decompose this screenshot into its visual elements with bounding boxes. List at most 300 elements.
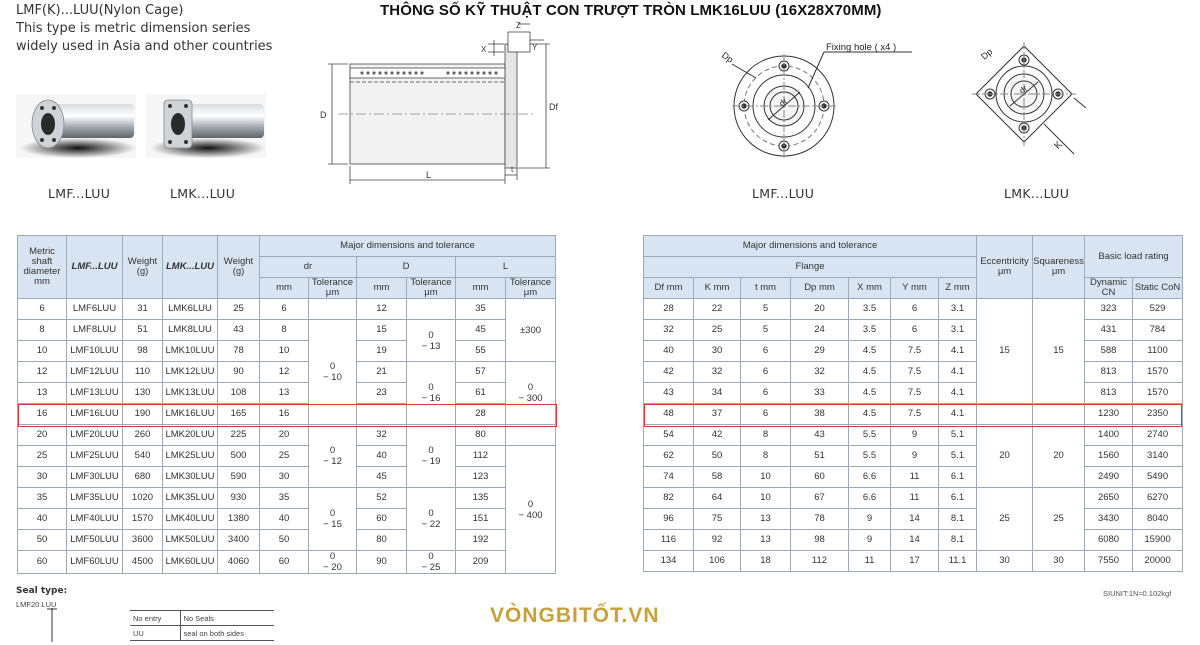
- cell-x: 5.5: [849, 446, 891, 467]
- cell-df: 43: [644, 383, 694, 404]
- table-row: [18, 467, 556, 488]
- tol-value: 0: [329, 445, 336, 456]
- header-L-tolerance: Tolerance μm: [506, 278, 556, 299]
- cell-squareness: 30: [1033, 551, 1085, 572]
- cell-y: 11: [891, 488, 939, 509]
- cell-y: 9: [891, 425, 939, 446]
- tol-value: − 300: [518, 393, 543, 404]
- cell-dp: 29: [791, 341, 849, 362]
- table-row-highlighted: [644, 404, 1183, 425]
- cell-lmf-model: LMF20LUU: [67, 425, 123, 446]
- seal-desc-cell: No Seals: [180, 611, 274, 626]
- cell-lmk-model: LMK16LUU: [163, 404, 218, 425]
- cell-k: 64: [694, 488, 741, 509]
- cell-diameter: 12: [18, 362, 67, 383]
- header-major-dimensions-right: Major dimensions and tolerance: [644, 236, 977, 257]
- cell-dynamic-load: 1400: [1085, 425, 1133, 446]
- cell-lmk-weight: 590: [218, 467, 260, 488]
- right-dimension-table: [643, 235, 1183, 572]
- table-row: [644, 446, 1183, 467]
- cell-squareness: 15: [1033, 299, 1085, 404]
- cell-static-load: 1100: [1133, 341, 1183, 362]
- cell-y: 14: [891, 509, 939, 530]
- cell-lmf-model: LMF50LUU: [67, 530, 123, 551]
- cell-dynamic-load: 431: [1085, 320, 1133, 341]
- cell-df: 74: [644, 467, 694, 488]
- cell-x: 3.5: [849, 299, 891, 320]
- cell-eccentricity: 30: [977, 551, 1033, 572]
- cell-lmf-model: LMF12LUU: [67, 362, 123, 383]
- cell-t: 8: [741, 446, 791, 467]
- intro-line-series: LMF(K)...LUU(Nylon Cage): [16, 3, 184, 18]
- flange-dr-label: dr: [776, 95, 790, 109]
- cell-static-load: 20000: [1133, 551, 1183, 572]
- header-df: Df mm: [644, 278, 694, 299]
- cell-L-tolerance-a: [506, 299, 556, 362]
- tol-value: − 10: [323, 372, 342, 383]
- cell-df: 32: [644, 320, 694, 341]
- cell-diameter: 10: [18, 341, 67, 362]
- cell-dp: 78: [791, 509, 849, 530]
- cell-y: 7.5: [891, 383, 939, 404]
- cell-static-load: 1570: [1133, 383, 1183, 404]
- cell-df: 54: [644, 425, 694, 446]
- tol-value: − 20: [323, 562, 342, 573]
- square-flange-drawing: [962, 38, 1092, 172]
- header-major-dimensions: Major dimensions and tolerance: [260, 236, 556, 257]
- intro-line-usage: widely used in Asia and other countries: [16, 39, 273, 54]
- cell-k: 106: [694, 551, 741, 572]
- cell-L: 151: [456, 509, 506, 530]
- table-row: [644, 509, 1183, 530]
- cell-k: 32: [694, 362, 741, 383]
- cell-static-load: 1570: [1133, 362, 1183, 383]
- cell-dynamic-load: 2650: [1085, 488, 1133, 509]
- cell-dp: 98: [791, 530, 849, 551]
- tol-value: 0: [428, 329, 434, 341]
- cell-static-load: 6270: [1133, 488, 1183, 509]
- cell-D: 21: [357, 362, 407, 383]
- cell-z: 4.1: [939, 383, 977, 404]
- header-D-tolerance: Tolerance μm: [407, 278, 456, 299]
- table-row: [18, 362, 556, 383]
- cell-x: 6.6: [849, 467, 891, 488]
- cell-k: 75: [694, 509, 741, 530]
- tol-value: 0: [428, 445, 434, 456]
- cell-diameter: 30: [18, 467, 67, 488]
- cell-lmf-weight: 51: [123, 320, 163, 341]
- cell-lmk-model: LMK13LUU: [163, 383, 218, 404]
- cell-t: 5: [741, 320, 791, 341]
- cell-lmf-weight: 680: [123, 467, 163, 488]
- cell-D: 12: [357, 299, 407, 320]
- header-dr-mm: mm: [260, 278, 309, 299]
- cell-z: 6.1: [939, 488, 977, 509]
- cell-L: 57: [456, 362, 506, 383]
- header-static: Static CoN: [1133, 278, 1183, 299]
- cell-lmf-weight: 540: [123, 446, 163, 467]
- cell-lmk-weight: 225: [218, 425, 260, 446]
- cell-diameter: 35: [18, 488, 67, 509]
- cell-y: 7.5: [891, 362, 939, 383]
- header-k: K mm: [694, 278, 741, 299]
- cell-L: 192: [456, 530, 506, 551]
- cell-eccentricity: 20: [977, 425, 1033, 488]
- cell-lmf-model: LMF8LUU: [67, 320, 123, 341]
- cell-lmf-model: LMF25LUU: [67, 446, 123, 467]
- table-row: [18, 488, 556, 509]
- lmf-bushing-image: [16, 94, 136, 158]
- cell-dr: 16: [260, 404, 309, 425]
- cell-dp: 112: [791, 551, 849, 572]
- cell-x: 5.5: [849, 425, 891, 446]
- cell-lmf-model: LMF35LUU: [67, 488, 123, 509]
- table-row: [644, 488, 1183, 509]
- cell-lmf-weight: 31: [123, 299, 163, 320]
- cell-diameter: 25: [18, 446, 67, 467]
- cell-D-tolerance-blank: [407, 299, 456, 320]
- table-row: [644, 551, 1183, 572]
- cell-df: 62: [644, 446, 694, 467]
- cell-dynamic-load: 1230: [1085, 404, 1133, 425]
- cell-lmk-model: LMK6LUU: [163, 299, 218, 320]
- cell-dynamic-load: 813: [1085, 383, 1133, 404]
- cell-lmf-weight: 130: [123, 383, 163, 404]
- cell-D-tolerance-d: [407, 488, 456, 551]
- cell-df: 96: [644, 509, 694, 530]
- cell-lmk-model: LMK8LUU: [163, 320, 218, 341]
- photo-lmf-label: LMF...LUU: [48, 186, 111, 201]
- intro-text: [16, 2, 272, 56]
- cell-lmk-weight: 78: [218, 341, 260, 362]
- cell-lmf-weight: 4500: [123, 551, 163, 574]
- page-title: THÔNG SỐ KỸ THUẬT CON TRƯỢT TRÒN LMK16LUU (16X28X70MM): [380, 2, 882, 19]
- side-section-drawing: [318, 18, 563, 190]
- cell-dynamic-load: 323: [1085, 299, 1133, 320]
- right-table-body: [644, 299, 1183, 572]
- tol-value: 0: [329, 551, 336, 562]
- cell-dynamic-load: 588: [1085, 341, 1133, 362]
- seal-row: [130, 626, 274, 641]
- cell-t: 10: [741, 467, 791, 488]
- cell-lmf-weight: 1570: [123, 509, 163, 530]
- drawing-lmf-label: LMF...LUU: [752, 186, 815, 201]
- lmk-bushing-image: [146, 94, 266, 158]
- cell-dr: 50: [260, 530, 309, 551]
- table-row: [644, 383, 1183, 404]
- cell-diameter: 8: [18, 320, 67, 341]
- header-dynamic: Dynamic CN: [1085, 278, 1133, 299]
- cell-y: 9: [891, 446, 939, 467]
- header-eccentricity: Eccentricity μm: [977, 236, 1033, 299]
- cell-t: 13: [741, 509, 791, 530]
- cell-df: 40: [644, 341, 694, 362]
- cell-dr-tolerance-blank: [309, 299, 357, 320]
- tol-value: − 13: [421, 340, 441, 352]
- cell-t: 6: [741, 362, 791, 383]
- tol-value: − 12: [323, 456, 342, 467]
- round-flange-drawing: [712, 34, 922, 174]
- header-metric-diameter: Metric shaft diameter mm: [18, 236, 67, 299]
- cell-x: 4.5: [849, 404, 891, 425]
- cell-D-tolerance-a: [407, 320, 456, 362]
- header-lmf-model: LMF...LUU: [67, 236, 123, 299]
- cell-D: 52: [357, 488, 407, 509]
- cell-dp: 33: [791, 383, 849, 404]
- cell-dr: 40: [260, 509, 309, 530]
- cell-L-tolerance-blank: [506, 425, 556, 446]
- cell-eccentricity: [977, 404, 1033, 425]
- header-D: D: [357, 257, 456, 278]
- photo-lmk: [146, 94, 266, 158]
- seal-pointer-line: [46, 608, 60, 644]
- cell-k: 25: [694, 320, 741, 341]
- cell-D: 80: [357, 530, 407, 551]
- seal-code-cell: UU: [130, 626, 180, 641]
- cell-lmk-model: LMK50LUU: [163, 530, 218, 551]
- seal-desc-cell: seal on both sides: [180, 626, 274, 641]
- cell-L: 45: [456, 320, 506, 341]
- cell-eccentricity: 15: [977, 299, 1033, 404]
- cell-D: 28: [456, 404, 506, 425]
- cell-L-tolerance-b: [506, 362, 556, 425]
- tol-value: 0: [428, 382, 434, 393]
- cell-z: 8.1: [939, 509, 977, 530]
- dim-t-label: t: [511, 165, 514, 174]
- cell-dynamic-load: 813: [1085, 362, 1133, 383]
- cell-D-tolerance-c: [407, 425, 456, 488]
- cell-L: 112: [456, 446, 506, 467]
- cell-x: 4.5: [849, 362, 891, 383]
- cell-k: 92: [694, 530, 741, 551]
- header-lmk-weight: Weight (g): [218, 236, 260, 299]
- tol-value: − 15: [323, 519, 342, 530]
- header-basic-load: Basic load rating: [1085, 236, 1183, 278]
- cell-dr-tolerance-d: [309, 551, 357, 574]
- cell-lmk-model: LMK20LUU: [163, 425, 218, 446]
- cell-z: 3.1: [939, 320, 977, 341]
- cell-dr-tolerance-a: [309, 320, 357, 425]
- cell-x: 9: [849, 509, 891, 530]
- left-dimension-table: [17, 235, 556, 574]
- cell-diameter: 16: [18, 404, 67, 425]
- cell-t: 10: [741, 488, 791, 509]
- cell-dynamic-load: 7550: [1085, 551, 1133, 572]
- header-dp: Dp mm: [791, 278, 849, 299]
- cell-z: 6.1: [939, 467, 977, 488]
- cell-y: 7.5: [891, 341, 939, 362]
- tol-value: − 22: [421, 519, 441, 530]
- cell-df: 48: [644, 404, 694, 425]
- cell-y: 17: [891, 551, 939, 572]
- tol-value: 0: [329, 508, 336, 519]
- header-squareness: Squareness μm: [1033, 236, 1085, 299]
- cell-dynamic-load: 2490: [1085, 467, 1133, 488]
- cell-dp: 67: [791, 488, 849, 509]
- cell-squareness: 20: [1033, 425, 1085, 488]
- cell-D: 19: [357, 341, 407, 362]
- cell-z: 5.1: [939, 446, 977, 467]
- cell-k: 22: [694, 299, 741, 320]
- cell-diameter: 6: [18, 299, 67, 320]
- dim-y-label: Y: [532, 43, 538, 52]
- seal-code: LMF20 LUU: [16, 600, 57, 609]
- table-row: [18, 530, 556, 551]
- cell-k: 58: [694, 467, 741, 488]
- cell-lmk-weight: 1380: [218, 509, 260, 530]
- header-flange: Flange: [644, 257, 977, 278]
- cell-lmf-weight: 260: [123, 425, 163, 446]
- seal-type-title: Seal type:: [16, 586, 68, 596]
- cell-lmf-weight: 1020: [123, 488, 163, 509]
- cell-diameter: 20: [18, 425, 67, 446]
- cell-D: 60: [357, 509, 407, 530]
- cell-lmk-weight: 165: [218, 404, 260, 425]
- cell-t: 5: [741, 299, 791, 320]
- table-row: [644, 425, 1183, 446]
- cell-df: 116: [644, 530, 694, 551]
- tol-value: − 19: [421, 456, 441, 467]
- cell-lmf-weight: 98: [123, 341, 163, 362]
- cell-L: 35: [456, 299, 506, 320]
- cell-lmf-model: LMF60LUU: [67, 551, 123, 574]
- cell-lmk-model: LMK10LUU: [163, 341, 218, 362]
- table-row: [18, 446, 556, 467]
- table-row: [18, 551, 556, 574]
- table-row: [18, 383, 556, 404]
- cell-lmk-weight: 43: [218, 320, 260, 341]
- header-L: L: [456, 257, 556, 278]
- cell-dr: 35: [260, 488, 309, 509]
- photo-lmf: [16, 94, 136, 158]
- seal-code-cell: No entry: [130, 611, 180, 626]
- cell-lmk-weight: 500: [218, 446, 260, 467]
- table-row: [644, 320, 1183, 341]
- cell-L-tolerance-c: [506, 446, 556, 574]
- cell-y: 6: [891, 299, 939, 320]
- cell-df: 42: [644, 362, 694, 383]
- cell-dr: 8: [260, 320, 309, 341]
- flange-dp-label: Dp: [719, 50, 736, 65]
- cell-D: 90: [357, 551, 407, 574]
- cell-dp: 51: [791, 446, 849, 467]
- square-dp-label: Dp: [979, 46, 995, 62]
- cell-lmk-model: LMK35LUU: [163, 488, 218, 509]
- cell-lmf-model: LMF30LUU: [67, 467, 123, 488]
- table-row: [644, 530, 1183, 551]
- cell-t: 6: [741, 341, 791, 362]
- cell-diameter: 50: [18, 530, 67, 551]
- cell-k: 37: [694, 404, 741, 425]
- cell-D-tolerance-e: [407, 551, 456, 574]
- dim-l-label: L: [426, 170, 432, 180]
- cell-t: 18: [741, 551, 791, 572]
- drawing-lmk-label: LMK...LUU: [1004, 186, 1070, 201]
- header-y: Y mm: [891, 278, 939, 299]
- cell-z: 4.1: [939, 362, 977, 383]
- cell-k: 42: [694, 425, 741, 446]
- cell-D-tolerance-b: [407, 362, 456, 425]
- table-row: [18, 509, 556, 530]
- cell-L: 209: [456, 551, 506, 574]
- cell-lmk-model: LMK30LUU: [163, 467, 218, 488]
- cell-z: 3.1: [939, 299, 977, 320]
- tol-value: 0: [527, 498, 534, 510]
- cell-static-load: 5490: [1133, 467, 1183, 488]
- cell-lmf-model: LMF16LUU: [67, 404, 123, 425]
- cell-dp: 43: [791, 425, 849, 446]
- cell-lmk-weight: 90: [218, 362, 260, 383]
- square-dr-label: dr: [1017, 83, 1030, 96]
- tol-value: 0: [527, 382, 534, 393]
- tol-value: 0: [329, 361, 336, 372]
- cell-dr: 25: [260, 446, 309, 467]
- cell-lmk-model: LMK12LUU: [163, 362, 218, 383]
- cell-y: 7.5: [891, 404, 939, 425]
- header-lmk-model: LMK...LUU: [163, 236, 218, 299]
- table-row-highlighted: [18, 404, 556, 425]
- cell-dr: 6: [260, 299, 309, 320]
- cell-lmk-model: LMK60LUU: [163, 551, 218, 574]
- table-row: [644, 467, 1183, 488]
- cell-dr-tolerance-c: [309, 488, 357, 551]
- tol-value: − 16: [421, 393, 441, 404]
- dim-df-label: Df: [549, 102, 558, 112]
- header-z: Z mm: [939, 278, 977, 299]
- table-row: [18, 425, 556, 446]
- cell-lmf-model: LMF13LUU: [67, 383, 123, 404]
- photo-lmk-label: LMK...LUU: [170, 186, 236, 201]
- cell-k: 50: [694, 446, 741, 467]
- table-row: [644, 362, 1183, 383]
- tol-value: − 400: [518, 509, 543, 521]
- cell-squareness: 25: [1033, 488, 1085, 551]
- cell-z: 11.1: [939, 551, 977, 572]
- header-x: X mm: [849, 278, 891, 299]
- cell-L: 123: [456, 467, 506, 488]
- cell-z: 8.1: [939, 530, 977, 551]
- cell-t: 6: [741, 404, 791, 425]
- cell-t: 13: [741, 530, 791, 551]
- cell-static-load: 2740: [1133, 425, 1183, 446]
- cell-static-load: 529: [1133, 299, 1183, 320]
- cell-L: 61: [456, 383, 506, 404]
- cell-lmk-model: LMK25LUU: [163, 446, 218, 467]
- cell-t: 6: [741, 383, 791, 404]
- dim-d-label: D: [320, 110, 327, 120]
- cell-static-load: 784: [1133, 320, 1183, 341]
- fixing-hole-label: Fixing hole ( x4 ): [826, 42, 897, 53]
- cell-static-load: 2350: [1133, 404, 1183, 425]
- tol-value: 0: [428, 551, 434, 562]
- tol-value: ±300: [519, 324, 542, 336]
- cell-diameter: 13: [18, 383, 67, 404]
- tol-value: 0: [428, 508, 434, 519]
- table-row: [18, 320, 556, 341]
- cell-lmf-weight: 3600: [123, 530, 163, 551]
- header-lmf-weight: Weight (g): [123, 236, 163, 299]
- cell-z: 5.1: [939, 425, 977, 446]
- cell-dr-tolerance-blank: [357, 404, 407, 425]
- cell-dp: 60: [791, 467, 849, 488]
- cell-dynamic-load: 3430: [1085, 509, 1133, 530]
- cell-t: 8: [741, 425, 791, 446]
- cell-lmk-weight: 108: [218, 383, 260, 404]
- cell-df: 134: [644, 551, 694, 572]
- cell-lmk-weight: 25: [218, 299, 260, 320]
- cell-lmk-weight: 3400: [218, 530, 260, 551]
- table-row: [18, 341, 556, 362]
